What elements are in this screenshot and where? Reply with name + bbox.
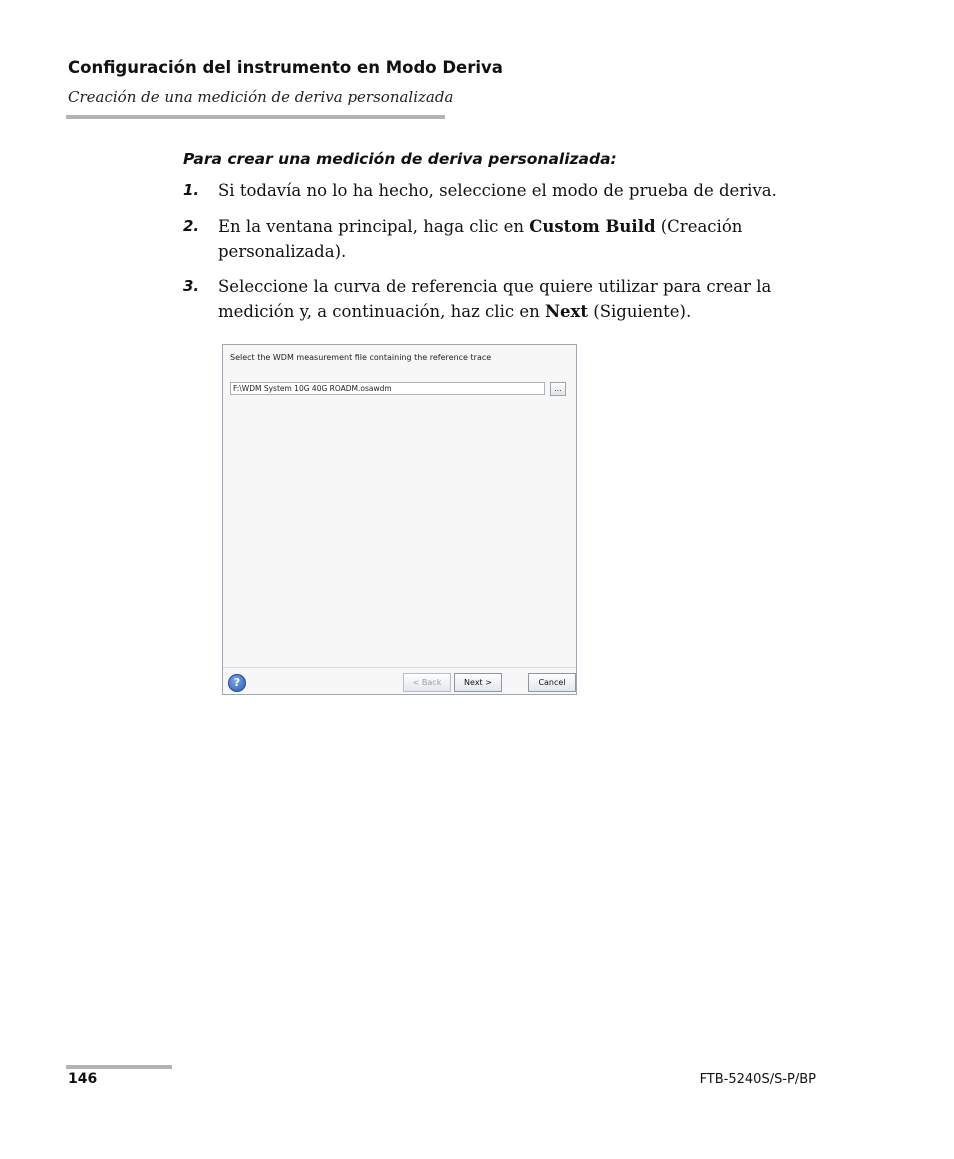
back-button[interactable]: < Back	[403, 673, 451, 692]
header-rule	[66, 115, 445, 119]
cancel-button[interactable]: Cancel	[528, 673, 576, 692]
step-text: Si todavía no lo ha hecho, seleccione el modo de prueba de deriva.	[218, 181, 777, 200]
step-2	[183, 214, 803, 264]
header-title: Configuración del instrumento en Modo Deriva	[68, 58, 503, 77]
dialog-separator	[223, 667, 576, 668]
step-number: 1.	[183, 181, 200, 199]
dialog-screenshot	[222, 344, 577, 695]
procedure-heading: Para crear una medición de deriva personalizada:	[183, 150, 617, 168]
help-icon[interactable]: ?	[228, 674, 246, 692]
step-text-after: (Creación personalizada).	[218, 217, 743, 261]
footer-rule	[66, 1065, 172, 1069]
document-code: FTB-5240S/S-P/BP	[699, 1072, 816, 1087]
header-subtitle: Creación de una medición de deriva personalizada	[68, 88, 454, 106]
step-bold-term: Custom Build	[529, 217, 656, 236]
step-bold-term: Next	[544, 302, 589, 321]
dialog-instruction: Select the WDM measurement file containing the reference trace	[230, 353, 492, 362]
step-3	[183, 274, 803, 324]
step-number: 3.	[183, 277, 200, 295]
step-text	[218, 214, 803, 264]
step-text-before: Seleccione la curva de referencia que quiere utilizar para crear la medición y, a continuación, haz clic en	[218, 277, 772, 321]
next-button[interactable]: Next >	[454, 673, 502, 692]
step-text-before: En la ventana principal, haga clic en	[218, 217, 530, 236]
page-number: 146	[68, 1071, 98, 1087]
step-number: 2.	[183, 217, 200, 235]
browse-button[interactable]: ...	[550, 382, 566, 396]
file-path-input[interactable]: F:\WDM System 10G 40G ROADM.osawdm	[230, 382, 545, 395]
step-text-after: (Siguiente).	[588, 302, 692, 321]
step-text	[218, 274, 803, 324]
step-1	[183, 178, 803, 203]
